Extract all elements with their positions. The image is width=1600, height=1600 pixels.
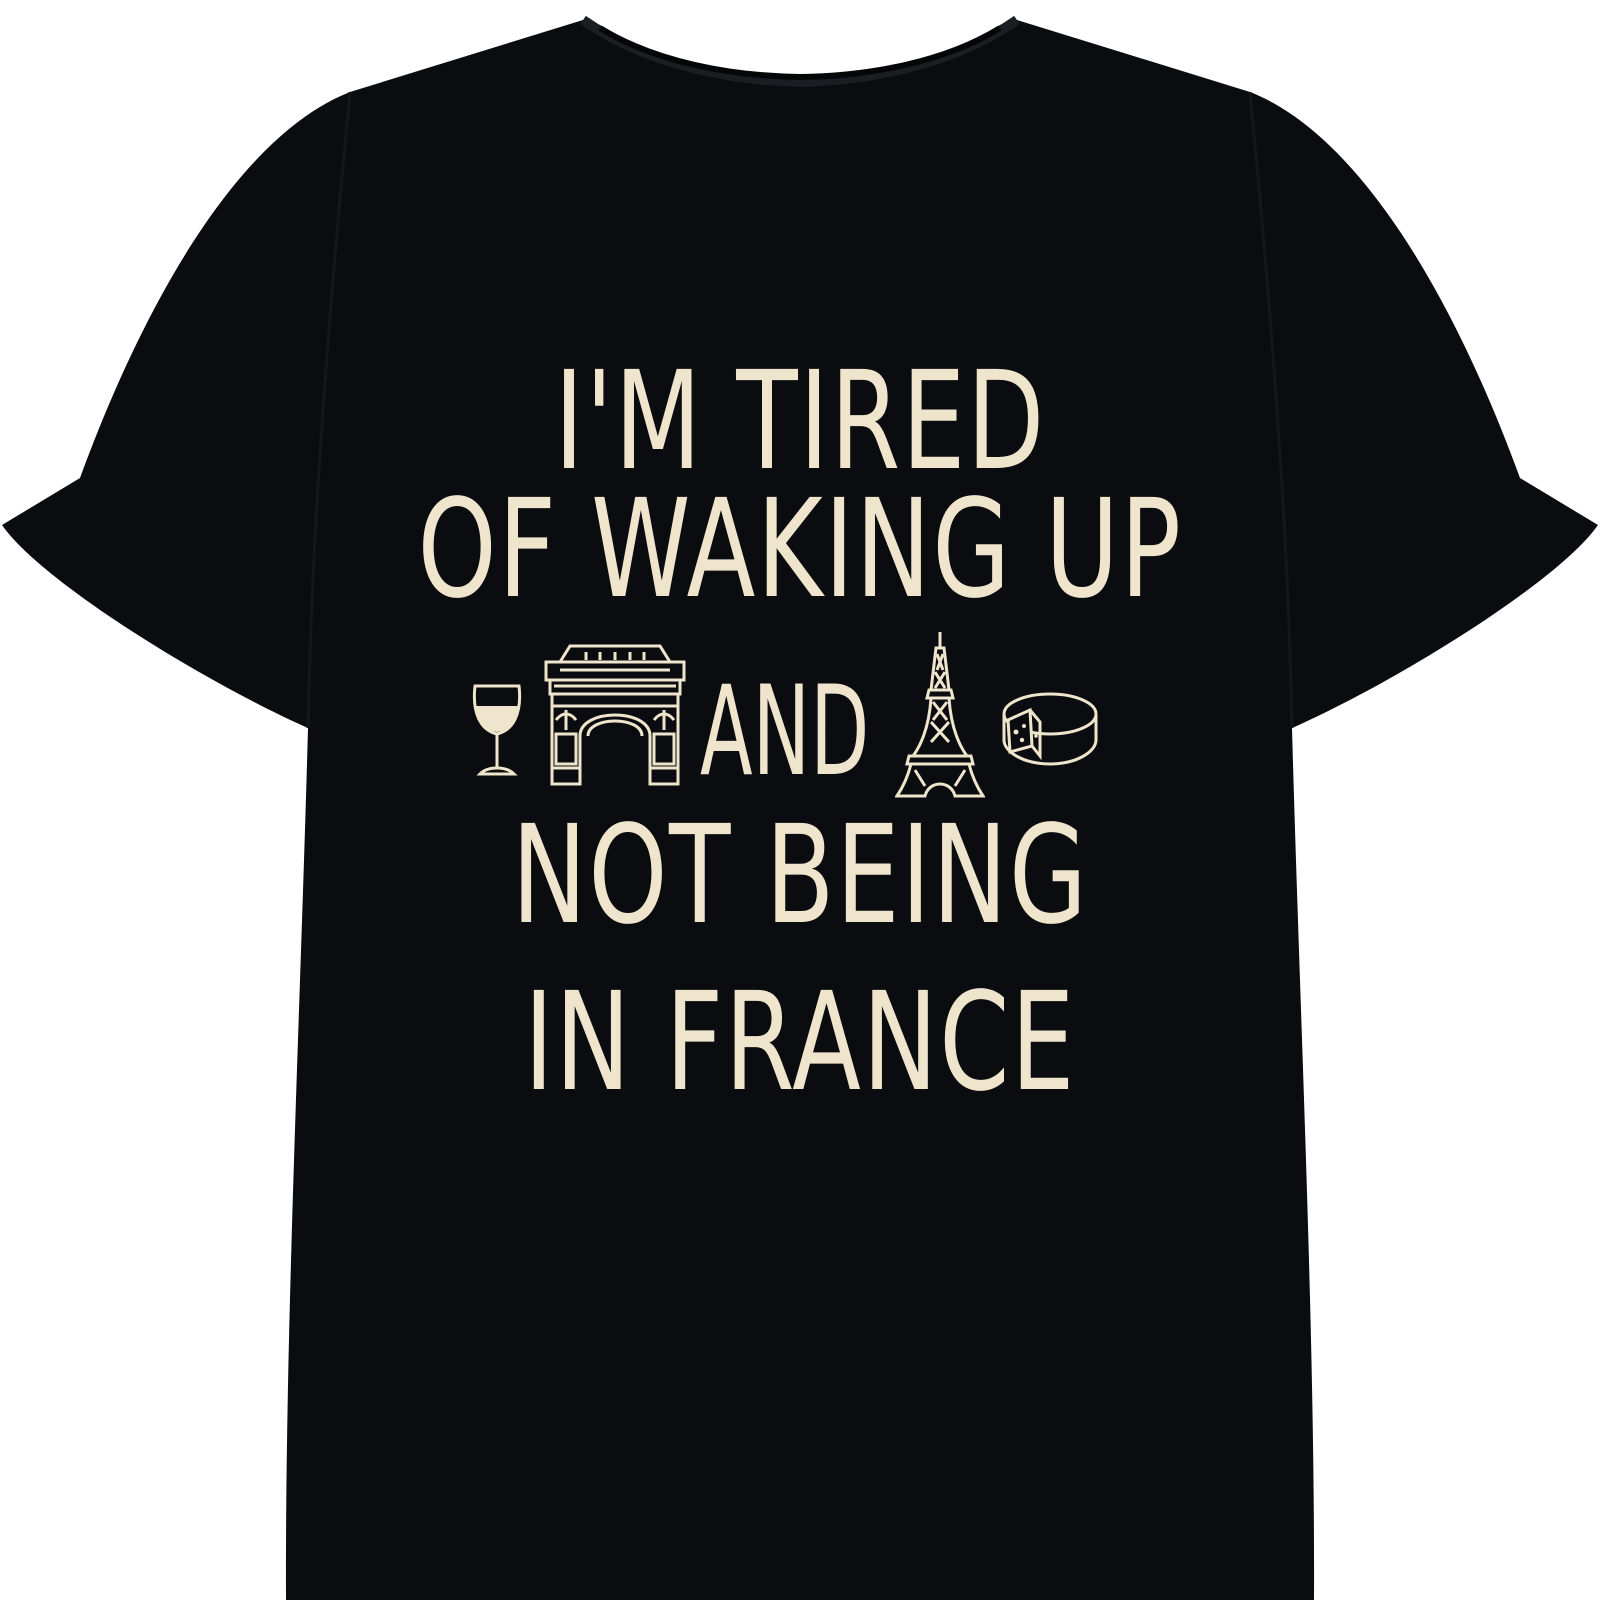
print-line-2: OF WAKING UP (417, 471, 1183, 629)
cheese-wheel-icon (1000, 690, 1100, 770)
print-line-5: IN FRANCE (523, 964, 1076, 1122)
print-line-4: NOT BEING (511, 797, 1089, 955)
eiffel-tower-icon (895, 630, 985, 800)
print-line-1: I'M TIRED (554, 343, 1046, 501)
wine-glass-icon (470, 682, 524, 778)
arc-de-triomphe-icon (540, 640, 690, 790)
print-line-3: AND (700, 660, 870, 804)
